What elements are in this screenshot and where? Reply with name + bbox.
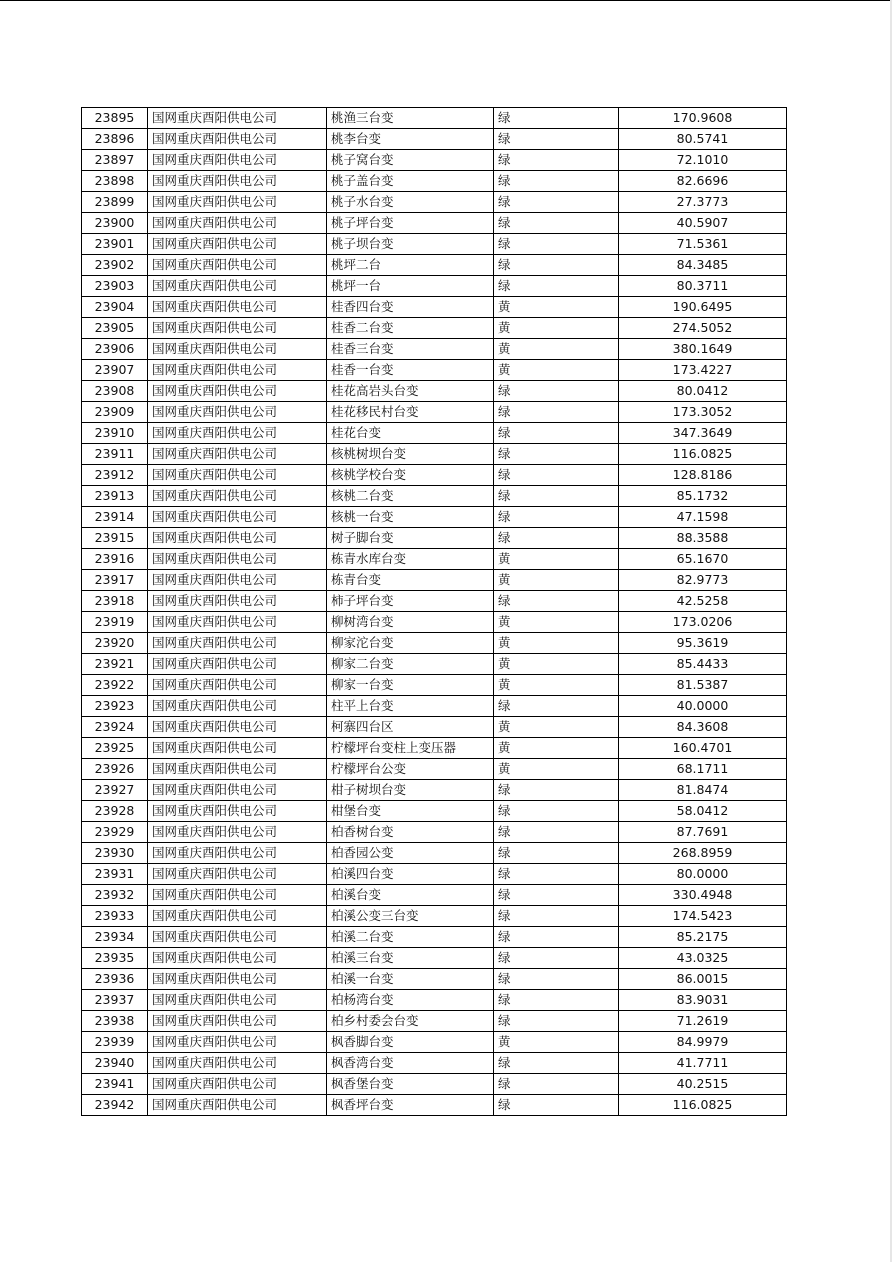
status-level-cell: 绿 [494,423,619,444]
table-row [82,822,787,843]
status-level-cell: 黄 [494,549,619,570]
page-top-border [0,0,892,1]
company-cell: 国网重庆酉阳供电公司 [148,171,327,192]
status-level-cell: 绿 [494,885,619,906]
row-id-cell: 23922 [82,675,148,696]
row-id-cell: 23924 [82,717,148,738]
row-id-cell: 23921 [82,654,148,675]
value-cell: 27.3773 [619,192,787,213]
table-row [82,990,787,1011]
table-row [82,885,787,906]
station-name-cell: 桃坪一台 [327,276,494,297]
station-name-cell: 柳家二台变 [327,654,494,675]
station-name-cell: 柏杨湾台变 [327,990,494,1011]
table-row [82,612,787,633]
station-name-cell: 柳树湾台变 [327,612,494,633]
value-cell: 83.9031 [619,990,787,1011]
company-cell: 国网重庆酉阳供电公司 [148,948,327,969]
value-cell: 347.3649 [619,423,787,444]
row-id-cell: 23926 [82,759,148,780]
station-name-cell: 桂香二台变 [327,318,494,339]
status-level-cell: 绿 [494,801,619,822]
company-cell: 国网重庆酉阳供电公司 [148,885,327,906]
station-name-cell: 桂香三台变 [327,339,494,360]
row-id-cell: 23917 [82,570,148,591]
status-level-cell: 黄 [494,738,619,759]
station-name-cell: 桃子坝台变 [327,234,494,255]
value-cell: 173.4227 [619,360,787,381]
station-name-cell: 桃子窝台变 [327,150,494,171]
table-row [82,486,787,507]
status-level-cell: 绿 [494,1095,619,1116]
value-cell: 174.5423 [619,906,787,927]
value-cell: 81.5387 [619,675,787,696]
station-name-cell: 柳家一台变 [327,675,494,696]
station-name-cell: 栋青台变 [327,570,494,591]
station-name-cell: 枫香脚台变 [327,1032,494,1053]
value-cell: 47.1598 [619,507,787,528]
value-cell: 40.2515 [619,1074,787,1095]
company-cell: 国网重庆酉阳供电公司 [148,759,327,780]
value-cell: 80.3711 [619,276,787,297]
station-name-cell: 核桃二台变 [327,486,494,507]
company-cell: 国网重庆酉阳供电公司 [148,717,327,738]
status-level-cell: 绿 [494,1074,619,1095]
row-id-cell: 23911 [82,444,148,465]
company-cell: 国网重庆酉阳供电公司 [148,339,327,360]
table-row [82,150,787,171]
value-cell: 85.1732 [619,486,787,507]
value-cell: 116.0825 [619,444,787,465]
value-cell: 68.1711 [619,759,787,780]
row-id-cell: 23915 [82,528,148,549]
company-cell: 国网重庆酉阳供电公司 [148,570,327,591]
company-cell: 国网重庆酉阳供电公司 [148,129,327,150]
table-row [82,192,787,213]
value-cell: 380.1649 [619,339,787,360]
station-name-cell: 柏溪一台变 [327,969,494,990]
company-cell: 国网重庆酉阳供电公司 [148,990,327,1011]
status-level-cell: 绿 [494,1053,619,1074]
station-name-cell: 栋青水库台变 [327,549,494,570]
row-id-cell: 23906 [82,339,148,360]
status-level-cell: 黄 [494,1032,619,1053]
row-id-cell: 23918 [82,591,148,612]
company-cell: 国网重庆酉阳供电公司 [148,696,327,717]
company-cell: 国网重庆酉阳供电公司 [148,381,327,402]
row-id-cell: 23942 [82,1095,148,1116]
value-cell: 116.0825 [619,1095,787,1116]
company-cell: 国网重庆酉阳供电公司 [148,654,327,675]
status-level-cell: 绿 [494,822,619,843]
row-id-cell: 23923 [82,696,148,717]
company-cell: 国网重庆酉阳供电公司 [148,1074,327,1095]
status-level-cell: 绿 [494,234,619,255]
company-cell: 国网重庆酉阳供电公司 [148,423,327,444]
station-name-cell: 桂花移民村台变 [327,402,494,423]
value-cell: 58.0412 [619,801,787,822]
row-id-cell: 23904 [82,297,148,318]
status-level-cell: 绿 [494,255,619,276]
row-id-cell: 23932 [82,885,148,906]
company-cell: 国网重庆酉阳供电公司 [148,633,327,654]
status-level-cell: 绿 [494,507,619,528]
value-cell: 71.2619 [619,1011,787,1032]
value-cell: 82.6696 [619,171,787,192]
table-row [82,423,787,444]
station-name-cell: 核桃树坝台变 [327,444,494,465]
row-id-cell: 23927 [82,780,148,801]
row-id-cell: 23931 [82,864,148,885]
status-level-cell: 绿 [494,276,619,297]
status-level-cell: 黄 [494,570,619,591]
station-name-cell: 柑子树坝台变 [327,780,494,801]
station-name-cell: 柏溪二台变 [327,927,494,948]
row-id-cell: 23914 [82,507,148,528]
value-cell: 81.8474 [619,780,787,801]
row-id-cell: 23899 [82,192,148,213]
row-id-cell: 23913 [82,486,148,507]
table-row [82,906,787,927]
row-id-cell: 23919 [82,612,148,633]
value-cell: 84.3485 [619,255,787,276]
company-cell: 国网重庆酉阳供电公司 [148,318,327,339]
status-level-cell: 绿 [494,927,619,948]
row-id-cell: 23929 [82,822,148,843]
company-cell: 国网重庆酉阳供电公司 [148,1011,327,1032]
status-level-cell: 绿 [494,150,619,171]
value-cell: 41.7711 [619,1053,787,1074]
station-name-cell: 核桃一台变 [327,507,494,528]
value-cell: 40.5907 [619,213,787,234]
value-cell: 72.1010 [619,150,787,171]
station-name-cell: 柠檬坪台公变 [327,759,494,780]
status-level-cell: 绿 [494,990,619,1011]
status-level-cell: 绿 [494,528,619,549]
status-level-cell: 黄 [494,633,619,654]
company-cell: 国网重庆酉阳供电公司 [148,192,327,213]
station-name-cell: 柏溪台变 [327,885,494,906]
company-cell: 国网重庆酉阳供电公司 [148,843,327,864]
status-level-cell: 绿 [494,402,619,423]
table-row [82,717,787,738]
value-cell: 190.6495 [619,297,787,318]
status-level-cell: 黄 [494,654,619,675]
table-row [82,129,787,150]
station-name-cell: 枫香堡台变 [327,1074,494,1095]
value-cell: 268.8959 [619,843,787,864]
row-id-cell: 23934 [82,927,148,948]
table-row [82,360,787,381]
value-cell: 40.0000 [619,696,787,717]
status-level-cell: 绿 [494,213,619,234]
table-row [82,255,787,276]
status-level-cell: 黄 [494,318,619,339]
status-level-cell: 绿 [494,129,619,150]
table-row [82,234,787,255]
row-id-cell: 23897 [82,150,148,171]
status-level-cell: 绿 [494,486,619,507]
value-cell: 42.5258 [619,591,787,612]
table-row [82,276,787,297]
status-level-cell: 绿 [494,108,619,129]
value-cell: 87.7691 [619,822,787,843]
status-level-cell: 黄 [494,717,619,738]
row-id-cell: 23940 [82,1053,148,1074]
status-level-cell: 绿 [494,1011,619,1032]
row-id-cell: 23907 [82,360,148,381]
table-row [82,696,787,717]
status-level-cell: 黄 [494,297,619,318]
row-id-cell: 23908 [82,381,148,402]
row-id-cell: 23912 [82,465,148,486]
station-name-cell: 柏香园公变 [327,843,494,864]
status-level-cell: 绿 [494,171,619,192]
company-cell: 国网重庆酉阳供电公司 [148,444,327,465]
company-cell: 国网重庆酉阳供电公司 [148,612,327,633]
table-row [82,1095,787,1116]
status-level-cell: 绿 [494,969,619,990]
company-cell: 国网重庆酉阳供电公司 [148,297,327,318]
table-row [82,843,787,864]
company-cell: 国网重庆酉阳供电公司 [148,255,327,276]
table-row [82,927,787,948]
company-cell: 国网重庆酉阳供电公司 [148,234,327,255]
table-row [82,213,787,234]
row-id-cell: 23938 [82,1011,148,1032]
table-row [82,675,787,696]
company-cell: 国网重庆酉阳供电公司 [148,549,327,570]
station-name-cell: 桂花台变 [327,423,494,444]
row-id-cell: 23898 [82,171,148,192]
value-cell: 95.3619 [619,633,787,654]
table-row [82,570,787,591]
row-id-cell: 23933 [82,906,148,927]
value-cell: 85.2175 [619,927,787,948]
table-row [82,1074,787,1095]
table-row [82,549,787,570]
row-id-cell: 23910 [82,423,148,444]
value-cell: 160.4701 [619,738,787,759]
company-cell: 国网重庆酉阳供电公司 [148,150,327,171]
value-cell: 274.5052 [619,318,787,339]
row-id-cell: 23901 [82,234,148,255]
table-row [82,738,787,759]
status-level-cell: 绿 [494,948,619,969]
table-row [82,171,787,192]
table-row [82,969,787,990]
status-level-cell: 黄 [494,759,619,780]
company-cell: 国网重庆酉阳供电公司 [148,402,327,423]
company-cell: 国网重庆酉阳供电公司 [148,360,327,381]
table-row [82,780,787,801]
company-cell: 国网重庆酉阳供电公司 [148,969,327,990]
station-name-cell: 桃坪二台 [327,255,494,276]
value-cell: 86.0015 [619,969,787,990]
table-row [82,1032,787,1053]
company-cell: 国网重庆酉阳供电公司 [148,906,327,927]
company-cell: 国网重庆酉阳供电公司 [148,276,327,297]
status-level-cell: 黄 [494,675,619,696]
value-cell: 170.9608 [619,108,787,129]
station-name-cell: 枫香湾台变 [327,1053,494,1074]
status-level-cell: 绿 [494,696,619,717]
station-name-cell: 柏溪三台变 [327,948,494,969]
station-name-cell: 桂香一台变 [327,360,494,381]
company-cell: 国网重庆酉阳供电公司 [148,1095,327,1116]
row-id-cell: 23916 [82,549,148,570]
station-name-cell: 桃子水台变 [327,192,494,213]
company-cell: 国网重庆酉阳供电公司 [148,528,327,549]
station-name-cell: 柏香树台变 [327,822,494,843]
table-row [82,801,787,822]
table-row [82,318,787,339]
company-cell: 国网重庆酉阳供电公司 [148,1053,327,1074]
value-cell: 80.5741 [619,129,787,150]
table-row [82,633,787,654]
value-cell: 43.0325 [619,948,787,969]
row-id-cell: 23902 [82,255,148,276]
table-row [82,591,787,612]
value-cell: 84.9979 [619,1032,787,1053]
table-row [82,507,787,528]
row-id-cell: 23920 [82,633,148,654]
station-name-cell: 桃子盖台变 [327,171,494,192]
table-row [82,948,787,969]
status-level-cell: 绿 [494,591,619,612]
table-row [82,1011,787,1032]
company-cell: 国网重庆酉阳供电公司 [148,780,327,801]
status-level-cell: 黄 [494,360,619,381]
company-cell: 国网重庆酉阳供电公司 [148,801,327,822]
value-cell: 71.5361 [619,234,787,255]
status-level-cell: 绿 [494,843,619,864]
status-level-cell: 黄 [494,612,619,633]
station-name-cell: 柏乡村委会台变 [327,1011,494,1032]
data-table [81,107,787,1116]
value-cell: 173.0206 [619,612,787,633]
value-cell: 80.0412 [619,381,787,402]
company-cell: 国网重庆酉阳供电公司 [148,591,327,612]
table-row [82,339,787,360]
table-row [82,528,787,549]
table-row [82,1053,787,1074]
company-cell: 国网重庆酉阳供电公司 [148,738,327,759]
row-id-cell: 23903 [82,276,148,297]
row-id-cell: 23936 [82,969,148,990]
table-row [82,108,787,129]
table-row [82,759,787,780]
value-cell: 80.0000 [619,864,787,885]
station-name-cell: 桂香四台变 [327,297,494,318]
status-level-cell: 绿 [494,381,619,402]
value-cell: 128.8186 [619,465,787,486]
value-cell: 330.4948 [619,885,787,906]
status-level-cell: 绿 [494,780,619,801]
company-cell: 国网重庆酉阳供电公司 [148,822,327,843]
status-level-cell: 绿 [494,444,619,465]
table-row [82,465,787,486]
row-id-cell: 23939 [82,1032,148,1053]
company-cell: 国网重庆酉阳供电公司 [148,486,327,507]
row-id-cell: 23909 [82,402,148,423]
table-row [82,402,787,423]
status-level-cell: 绿 [494,906,619,927]
station-name-cell: 柑堡台变 [327,801,494,822]
station-name-cell: 桂花高岩头台变 [327,381,494,402]
row-id-cell: 23896 [82,129,148,150]
station-name-cell: 核桃学校台变 [327,465,494,486]
status-level-cell: 绿 [494,864,619,885]
station-name-cell: 柳家沱台变 [327,633,494,654]
row-id-cell: 23941 [82,1074,148,1095]
station-name-cell: 桃渔三台变 [327,108,494,129]
status-level-cell: 黄 [494,339,619,360]
status-level-cell: 绿 [494,465,619,486]
value-cell: 88.3588 [619,528,787,549]
station-name-cell: 柏溪公变三台变 [327,906,494,927]
station-name-cell: 树子脚台变 [327,528,494,549]
row-id-cell: 23905 [82,318,148,339]
status-level-cell: 绿 [494,192,619,213]
company-cell: 国网重庆酉阳供电公司 [148,675,327,696]
company-cell: 国网重庆酉阳供电公司 [148,108,327,129]
value-cell: 173.3052 [619,402,787,423]
company-cell: 国网重庆酉阳供电公司 [148,1032,327,1053]
station-name-cell: 桃子坪台变 [327,213,494,234]
station-name-cell: 柠檬坪台变柱上变压器 [327,738,494,759]
table-row [82,444,787,465]
row-id-cell: 23900 [82,213,148,234]
company-cell: 国网重庆酉阳供电公司 [148,465,327,486]
row-id-cell: 23935 [82,948,148,969]
value-cell: 82.9773 [619,570,787,591]
station-name-cell: 桃李台变 [327,129,494,150]
row-id-cell: 23895 [82,108,148,129]
row-id-cell: 23925 [82,738,148,759]
table-body [82,108,787,1116]
station-name-cell: 柿子坪台变 [327,591,494,612]
company-cell: 国网重庆酉阳供电公司 [148,213,327,234]
station-name-cell: 柏溪四台变 [327,864,494,885]
table-row [82,297,787,318]
table-row [82,864,787,885]
row-id-cell: 23937 [82,990,148,1011]
value-cell: 65.1670 [619,549,787,570]
row-id-cell: 23930 [82,843,148,864]
company-cell: 国网重庆酉阳供电公司 [148,507,327,528]
value-cell: 84.3608 [619,717,787,738]
value-cell: 85.4433 [619,654,787,675]
table-row [82,654,787,675]
company-cell: 国网重庆酉阳供电公司 [148,927,327,948]
station-name-cell: 枫香坪台变 [327,1095,494,1116]
station-name-cell: 柯寨四台区 [327,717,494,738]
station-name-cell: 柱平上台变 [327,696,494,717]
table-row [82,381,787,402]
row-id-cell: 23928 [82,801,148,822]
company-cell: 国网重庆酉阳供电公司 [148,864,327,885]
